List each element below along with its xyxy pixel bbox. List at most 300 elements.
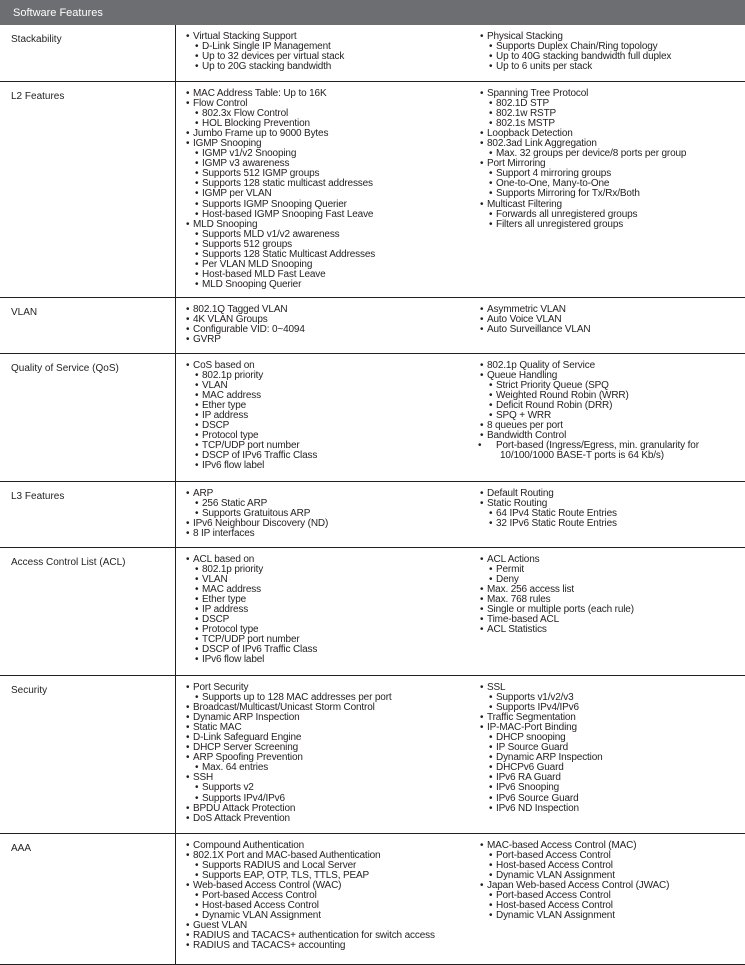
feature-subitem xyxy=(186,565,474,575)
feature-text: VLAN xyxy=(202,573,228,585)
feature-text: ACL Actions xyxy=(487,553,540,565)
bullet-icon: • xyxy=(195,389,199,401)
feature-row xyxy=(0,833,745,964)
feature-text: DSCP of IPv6 Traffic Class xyxy=(202,644,318,656)
feature-text: Supports RADIUS and Local Server xyxy=(202,859,357,871)
feature-text: Dynamic VLAN Assignment xyxy=(496,869,615,881)
bullet-icon: • xyxy=(195,440,199,452)
feature-text: Support 4 mirroring groups xyxy=(496,168,612,180)
feature-text: Asymmetric VLAN xyxy=(487,303,566,315)
feature-list-right xyxy=(474,547,745,675)
feature-text: Filters all unregistered groups xyxy=(496,218,624,230)
feature-category: VLAN xyxy=(0,297,176,353)
bullet-icon: • xyxy=(186,323,190,335)
feature-text: Protocol type xyxy=(202,430,259,442)
feature-text: Guest VLAN xyxy=(193,920,248,932)
feature-text: Host-based IGMP Snooping Fast Leave xyxy=(202,208,374,220)
bullet-icon: • xyxy=(489,859,493,871)
feature-text: Deficit Round Robin (DRR) xyxy=(496,399,613,411)
bullet-icon: • xyxy=(480,593,484,605)
feature-text: Broadcast/Multicast/Unicast Storm Control xyxy=(193,701,375,713)
feature-item xyxy=(186,325,474,335)
feature-text: Ether type xyxy=(202,399,247,411)
feature-text: Dynamic VLAN Assignment xyxy=(202,910,321,922)
feature-text: Supports EAP, OTP, TLS, TTLS, PEAP xyxy=(202,869,370,881)
feature-text: 802.1p priority xyxy=(202,563,264,575)
bullet-icon: • xyxy=(489,752,493,764)
feature-list-left xyxy=(176,833,475,964)
bullet-icon: • xyxy=(195,654,199,666)
feature-text: Supports v1/v2/v3 xyxy=(496,691,574,703)
feature-text: TCP/UDP port number xyxy=(202,634,300,646)
bullet-icon: • xyxy=(195,593,199,605)
bullet-icon: • xyxy=(480,198,484,210)
feature-text: Up to 6 units per stack xyxy=(496,61,593,73)
bullet-icon: • xyxy=(489,188,493,200)
feature-text: Configurable VID: 0~4094 xyxy=(193,323,305,335)
feature-subitem xyxy=(186,461,474,471)
bullet-icon: • xyxy=(480,323,484,335)
feature-text: Supports IPv4/IPv6 xyxy=(202,792,285,804)
feature-list-left xyxy=(176,481,475,547)
feature-text: Port-based Access Control xyxy=(496,849,611,861)
feature-text: 802.3x Flow Control xyxy=(202,107,289,119)
feature-text: 802.3ad Link Aggregation xyxy=(487,137,597,149)
bullet-icon: • xyxy=(489,869,493,881)
feature-text: 32 IPv6 Static Route Entries xyxy=(496,517,617,529)
bullet-icon: • xyxy=(480,497,484,509)
bullet-icon: • xyxy=(195,762,199,774)
bullet-icon: • xyxy=(489,178,493,190)
feature-subitem xyxy=(480,220,745,230)
feature-text: Supports 128 Static Multicast Addresses xyxy=(202,249,376,260)
bullet-icon: • xyxy=(195,869,199,881)
feature-text: D-Link Single IP Management xyxy=(202,41,331,53)
bullet-icon: • xyxy=(186,839,190,851)
feature-subitem xyxy=(186,280,474,290)
bullet-icon: • xyxy=(195,889,199,901)
feature-text: Permit xyxy=(496,563,524,575)
bullet-icon: • xyxy=(195,399,199,411)
feature-row xyxy=(0,481,745,547)
bullet-icon: • xyxy=(195,259,199,271)
bullet-icon: • xyxy=(195,691,199,703)
feature-text: IPv6 Source Guard xyxy=(496,792,579,804)
bullet-icon: • xyxy=(186,313,190,325)
feature-text: Japan Web-based Access Control (JWAC) xyxy=(487,879,670,891)
bullet-icon: • xyxy=(480,359,484,371)
feature-text: Static MAC xyxy=(193,721,242,733)
feature-item xyxy=(186,814,474,824)
bullet-icon: • xyxy=(195,148,199,160)
feature-text: MAC-based Access Control (MAC) xyxy=(487,839,637,851)
feature-subitem xyxy=(480,62,745,72)
bullet-icon: • xyxy=(489,772,493,784)
feature-text: Queue Handling xyxy=(487,369,558,381)
feature-text: Host-based MLD Fast Leave xyxy=(202,269,326,281)
bullet-icon: • xyxy=(195,563,199,575)
feature-text: Port-based Access Control xyxy=(202,889,317,901)
feature-subitem xyxy=(186,62,474,72)
feature-text: Max. 256 access list xyxy=(487,583,575,595)
feature-text: IGMP per VLAN xyxy=(202,188,272,200)
feature-text: GVRP xyxy=(193,333,221,345)
bullet-icon: • xyxy=(195,614,199,626)
feature-text: RADIUS and TACACS+ accounting xyxy=(193,940,346,952)
bullet-icon: • xyxy=(489,51,493,63)
feature-item xyxy=(186,941,474,951)
feature-category: AAA xyxy=(0,833,176,964)
feature-text: Dynamic VLAN Assignment xyxy=(496,910,615,922)
feature-text: DHCP Server Screening xyxy=(193,742,299,754)
feature-category: Security xyxy=(0,675,176,833)
feature-text: 802.1X Port and MAC-based Authentication xyxy=(193,849,381,861)
feature-text: IPv6 Snooping xyxy=(496,782,560,794)
bullet-icon: • xyxy=(195,279,199,291)
bullet-icon: • xyxy=(480,420,484,432)
feature-text: Host-based Access Control xyxy=(496,859,613,871)
bullet-icon: • xyxy=(195,249,199,260)
feature-text: MAC address xyxy=(202,389,261,401)
bullet-icon: • xyxy=(489,731,493,743)
bullet-icon: • xyxy=(195,497,199,509)
bullet-icon: • xyxy=(489,517,493,529)
feature-category: Stackability xyxy=(0,25,176,81)
feature-text: Max. 64 entries xyxy=(202,762,269,774)
bullet-icon: • xyxy=(489,701,493,713)
feature-row xyxy=(0,25,745,81)
bullet-icon: • xyxy=(478,440,482,452)
bullet-icon: • xyxy=(186,849,190,861)
bullet-icon: • xyxy=(186,879,190,891)
bullet-icon: • xyxy=(489,849,493,861)
feature-text: 802.1p Quality of Service xyxy=(487,359,595,371)
bullet-icon: • xyxy=(186,701,190,713)
feature-list-right xyxy=(474,481,745,547)
bullet-icon: • xyxy=(489,168,493,180)
bullet-icon: • xyxy=(480,31,484,42)
bullet-icon: • xyxy=(195,460,199,472)
feature-text: IP Source Guard xyxy=(496,742,569,754)
bullet-icon: • xyxy=(195,168,199,180)
bullet-icon: • xyxy=(480,721,484,733)
feature-text: Host-based Access Control xyxy=(496,900,613,912)
feature-subitem xyxy=(480,565,745,575)
feature-text: Time-based ACL xyxy=(487,614,560,626)
feature-text: CoS based on xyxy=(193,359,255,371)
feature-text: 802.1s MSTP xyxy=(496,117,555,129)
feature-text: Traffic Segmentation xyxy=(487,711,576,723)
feature-text: Supports 512 IGMP groups xyxy=(202,168,320,180)
feature-text: Up to 32 devices per virtual stack xyxy=(202,51,345,63)
bullet-icon: • xyxy=(186,218,190,230)
feature-text: Protocol type xyxy=(202,624,259,636)
feature-text: Dynamic ARP Inspection xyxy=(193,711,300,723)
bullet-icon: • xyxy=(489,573,493,585)
feature-text: Supports Duplex Chain/Ring topology xyxy=(496,41,658,53)
bullet-icon: • xyxy=(186,802,190,814)
feature-list-left xyxy=(176,353,475,481)
feature-text: 802.1D STP xyxy=(496,97,549,109)
bullet-icon: • xyxy=(480,303,484,315)
feature-list-right xyxy=(474,675,745,833)
section-title: Software Features xyxy=(13,7,103,19)
bullet-icon: • xyxy=(489,148,493,160)
bullet-icon: • xyxy=(489,910,493,922)
feature-subitem xyxy=(186,763,474,773)
bullet-icon: • xyxy=(186,731,190,743)
section-header xyxy=(0,0,745,25)
feature-text: Single or multiple ports (each rule) xyxy=(487,603,634,615)
bullet-icon: • xyxy=(186,359,190,371)
feature-text: Web-based Access Control (WAC) xyxy=(193,879,342,891)
feature-text: IGMP v3 awareness xyxy=(202,158,290,170)
bullet-icon: • xyxy=(195,158,199,170)
bullet-icon: • xyxy=(195,507,199,519)
bullet-icon: • xyxy=(186,333,190,345)
bullet-icon: • xyxy=(195,269,199,281)
bullet-icon: • xyxy=(489,742,493,754)
feature-item xyxy=(186,529,474,539)
bullet-icon: • xyxy=(480,313,484,325)
feature-text: Virtual Stacking Support xyxy=(193,31,297,42)
feature-row xyxy=(0,297,745,353)
bullet-icon: • xyxy=(195,430,199,442)
bullet-icon: • xyxy=(480,487,484,499)
feature-text: ACL based on xyxy=(193,553,255,565)
feature-text: Dynamic ARP Inspection xyxy=(496,752,603,764)
bullet-icon: • xyxy=(489,389,493,401)
feature-text: IP address xyxy=(202,603,249,615)
bullet-icon: • xyxy=(186,772,190,784)
feature-subitem xyxy=(186,655,474,665)
feature-text: DHCPv6 Guard xyxy=(496,762,564,774)
feature-text: Supports IPv4/IPv6 xyxy=(496,701,579,713)
feature-text: Static Routing xyxy=(487,497,548,509)
feature-text: ARP Spoofing Prevention xyxy=(193,752,303,764)
feature-text: D-Link Safeguard Engine xyxy=(193,731,302,743)
feature-text: Multicast Filtering xyxy=(487,198,562,210)
feature-category: L2 Features xyxy=(0,81,176,297)
bullet-icon: • xyxy=(195,859,199,871)
feature-text: Port Security xyxy=(193,681,249,693)
bullet-icon: • xyxy=(195,369,199,381)
feature-text: 4K VLAN Groups xyxy=(193,313,268,325)
bullet-icon: • xyxy=(195,379,199,391)
feature-text: Supports Gratuitous ARP xyxy=(202,507,311,519)
feature-text: MAC Address Table: Up to 16K xyxy=(193,87,327,99)
bullet-icon: • xyxy=(489,399,493,411)
feature-text: Supports MLD v1/v2 awareness xyxy=(202,228,340,240)
bullet-icon: • xyxy=(195,228,199,240)
feature-text: Loopback Detection xyxy=(487,127,573,139)
bullet-icon: • xyxy=(186,742,190,754)
bullet-icon: • xyxy=(489,379,493,391)
bullet-icon: • xyxy=(489,563,493,575)
feature-text: 64 IPv4 Static Route Entries xyxy=(496,507,617,519)
bullet-icon: • xyxy=(186,87,190,99)
feature-list-right xyxy=(474,353,745,481)
bullet-icon: • xyxy=(195,792,199,804)
feature-subitem xyxy=(480,519,745,529)
feature-text: Auto Voice VLAN xyxy=(487,313,562,325)
feature-text: DoS Attack Prevention xyxy=(193,812,290,824)
bullet-icon: • xyxy=(195,782,199,794)
feature-text: RADIUS and TACACS+ authentication for switch access xyxy=(193,930,435,942)
feature-category: Quality of Service (QoS) xyxy=(0,353,176,481)
feature-text: BPDU Attack Protection xyxy=(193,802,296,814)
bullet-icon: • xyxy=(489,117,493,129)
feature-text: Bandwidth Control xyxy=(487,430,567,442)
bullet-icon: • xyxy=(186,137,190,149)
bullet-icon: • xyxy=(489,900,493,912)
feature-text: HOL Blocking Prevention xyxy=(202,117,310,129)
feature-text: Flow Control xyxy=(193,97,248,109)
bullet-icon: • xyxy=(480,553,484,565)
feature-text: MAC address xyxy=(202,583,261,595)
feature-list-left xyxy=(176,81,475,297)
bullet-icon: • xyxy=(489,61,493,73)
bullet-icon: • xyxy=(195,900,199,912)
feature-text: Up to 40G stacking bandwidth full duplex xyxy=(496,51,672,63)
feature-subitem xyxy=(186,411,474,421)
bullet-icon: • xyxy=(480,369,484,381)
feature-text: MLD Snooping Querier xyxy=(202,279,302,291)
feature-text: Up to 20G stacking bandwidth xyxy=(202,61,332,73)
feature-text: DHCP snooping xyxy=(496,731,566,743)
bullet-icon: • xyxy=(186,527,190,539)
feature-text: TCP/UDP port number xyxy=(202,440,300,452)
feature-text: SSL xyxy=(487,681,506,693)
bullet-icon: • xyxy=(195,634,199,646)
feature-text: 802.1Q Tagged VLAN xyxy=(193,303,288,315)
bullet-icon: • xyxy=(186,940,190,952)
bullet-icon: • xyxy=(186,127,190,139)
bullet-icon: • xyxy=(186,812,190,824)
feature-row xyxy=(0,353,745,481)
feature-text: 8 queues per port xyxy=(487,420,563,432)
bullet-icon: • xyxy=(195,238,199,250)
feature-text: Port Mirroring xyxy=(487,158,546,170)
bullet-icon: • xyxy=(480,87,484,99)
feature-list-left xyxy=(176,297,475,353)
feature-text: 802.1w RSTP xyxy=(496,107,557,119)
bullet-icon: • xyxy=(195,117,199,129)
feature-list-right xyxy=(474,81,745,297)
feature-text: DSCP xyxy=(202,614,230,626)
bullet-icon: • xyxy=(195,178,199,190)
bullet-icon: • xyxy=(195,910,199,922)
bullet-icon: • xyxy=(186,97,190,109)
feature-text: SPQ + WRR xyxy=(496,409,552,421)
feature-text: Ether type xyxy=(202,593,247,605)
bullet-icon: • xyxy=(480,430,484,442)
feature-text: Port-based (Ingress/Egress, min. granularity for 10/100/1000 BASE-T ports is 64 Kb/s) xyxy=(496,440,699,462)
bullet-icon: • xyxy=(480,614,484,626)
feature-text: Port-based Access Control xyxy=(496,889,611,901)
feature-item xyxy=(480,325,745,335)
feature-text: Max. 768 rules xyxy=(487,593,551,605)
feature-text: IPv6 flow label xyxy=(202,460,265,472)
feature-text: Max. 32 groups per device/8 ports per group xyxy=(496,148,687,160)
feature-text: IPv6 ND Inspection xyxy=(496,802,579,814)
bullet-icon: • xyxy=(489,208,493,220)
bullet-icon: • xyxy=(195,420,199,432)
bullet-icon: • xyxy=(195,409,199,421)
bullet-icon: • xyxy=(489,691,493,703)
bullet-icon: • xyxy=(480,158,484,170)
bullet-icon: • xyxy=(186,487,190,499)
features-table xyxy=(0,25,745,965)
feature-text: VLAN xyxy=(202,379,228,391)
feature-text: Strict Priority Queue (SPQ xyxy=(496,379,609,391)
feature-text: Auto Surveillance VLAN xyxy=(487,323,591,335)
feature-text: Deny xyxy=(496,573,519,585)
bullet-icon: • xyxy=(480,879,484,891)
feature-text: Spanning Tree Protocol xyxy=(487,87,589,99)
feature-category: L3 Features xyxy=(0,481,176,547)
bullet-icon: • xyxy=(195,573,199,585)
feature-text: IGMP v1/v2 Snooping xyxy=(202,148,297,160)
feature-text: IP address xyxy=(202,409,249,421)
feature-row xyxy=(0,81,745,297)
bullet-icon: • xyxy=(489,762,493,774)
bullet-icon: • xyxy=(195,450,199,462)
feature-text: IGMP Snooping xyxy=(193,137,262,149)
bullet-icon: • xyxy=(195,198,199,210)
bullet-icon: • xyxy=(489,792,493,804)
feature-text: DSCP of IPv6 Traffic Class xyxy=(202,450,318,462)
feature-text: Per VLAN MLD Snooping xyxy=(202,259,313,271)
bullet-icon: • xyxy=(195,188,199,200)
feature-subitem xyxy=(480,911,745,921)
feature-text: 256 Static ARP xyxy=(202,497,268,509)
feature-subitem xyxy=(480,804,745,814)
bullet-icon: • xyxy=(489,409,493,421)
feature-text: Supports v2 xyxy=(202,782,254,794)
feature-subitem xyxy=(186,371,474,381)
bullet-icon: • xyxy=(489,41,493,53)
feature-text: Jumbo Frame up to 9000 Bytes xyxy=(193,127,329,139)
feature-text: Supports IGMP Snooping Querier xyxy=(202,198,347,210)
bullet-icon: • xyxy=(480,603,484,615)
bullet-icon: • xyxy=(186,553,190,565)
bullet-icon: • xyxy=(480,137,484,149)
feature-list-left xyxy=(176,25,475,81)
feature-category: Access Control List (ACL) xyxy=(0,547,176,675)
feature-text: IP-MAC-Port Binding xyxy=(487,721,577,733)
feature-text: IPv6 flow label xyxy=(202,654,265,666)
bullet-icon: • xyxy=(186,721,190,733)
feature-text: Forwards all unregistered groups xyxy=(496,208,638,220)
feature-text: One-to-One, Many-to-One xyxy=(496,178,610,190)
bullet-icon: • xyxy=(186,681,190,693)
feature-text: ACL Statistics xyxy=(487,624,547,636)
bullet-icon: • xyxy=(195,41,199,53)
bullet-icon: • xyxy=(195,583,199,595)
feature-list-right xyxy=(474,25,745,81)
bullet-icon: • xyxy=(186,752,190,764)
feature-text: Weighted Round Robin (WRR) xyxy=(496,389,629,401)
bullet-icon: • xyxy=(489,97,493,109)
bullet-icon: • xyxy=(480,624,484,636)
bullet-icon: • xyxy=(186,920,190,932)
feature-subitem xyxy=(480,441,745,461)
feature-list-left xyxy=(176,675,475,833)
feature-text: 8 IP interfaces xyxy=(193,527,255,539)
bullet-icon: • xyxy=(489,782,493,794)
feature-list-right xyxy=(474,833,745,964)
